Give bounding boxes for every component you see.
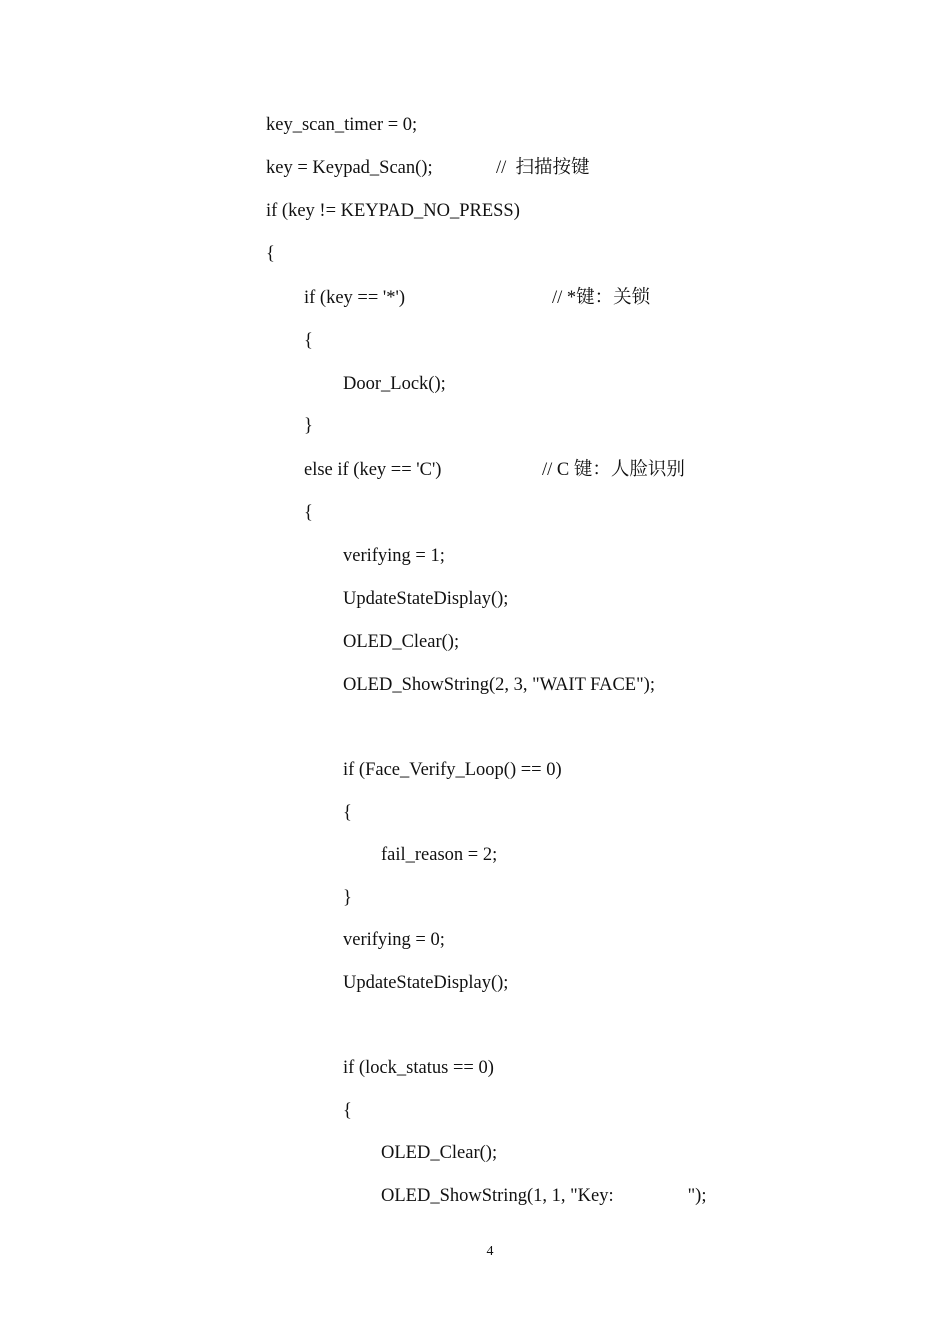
code-line: fail_reason = 2; [381,845,498,865]
code-line: OLED_Clear(); [343,632,460,652]
code-line: if (key != KEYPAD_NO_PRESS) [266,201,520,221]
code-line: verifying = 0; [343,930,445,950]
page-number: 4 [486,1244,494,1259]
code-line: OLED_ShowString(2, 3, "WAIT FACE"); [343,675,655,695]
code-line: OLED_Clear(); [381,1143,498,1163]
code-line: else if (key == 'C') [304,460,442,480]
code-line: { [266,244,275,264]
code-line: { [343,803,352,823]
code-line: verifying = 1; [343,546,445,566]
code-line: key_scan_timer = 0; [266,115,418,135]
code-line: { [304,331,313,351]
code-comment: // 扫描按键 [496,158,590,178]
code-line: if (key == '*') [304,288,405,308]
code-line: Door_Lock(); [343,374,446,394]
code-line: UpdateStateDisplay(); [343,589,509,609]
code-comment: // C 键：人脸识别 [542,460,685,480]
code-line: OLED_ShowString(1, 1, "Key: "); [381,1186,707,1206]
code-comment: // *键：关锁 [552,288,651,308]
code-line: if (lock_status == 0) [343,1058,494,1078]
code-line: } [304,416,313,436]
code-line: } [343,888,352,908]
code-line: UpdateStateDisplay(); [343,973,509,993]
code-line: { [343,1101,352,1121]
code-line: if (Face_Verify_Loop() == 0) [343,760,562,780]
code-line: key = Keypad_Scan(); [266,158,433,178]
code-line: { [304,503,313,523]
